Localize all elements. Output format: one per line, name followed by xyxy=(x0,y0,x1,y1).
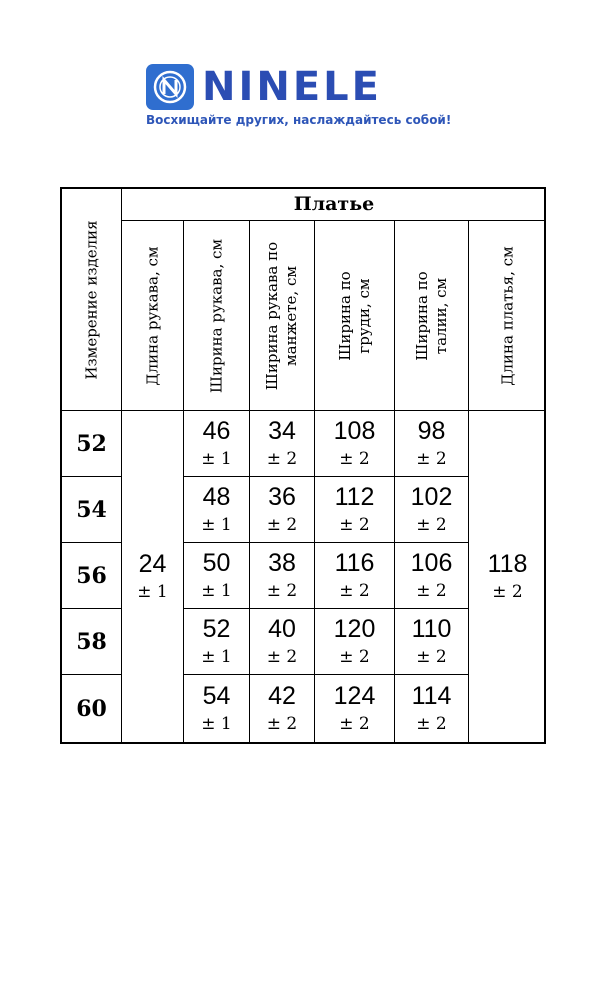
size-label: 52 xyxy=(62,411,122,477)
column-header-label: Ширина рукава по манжете, см xyxy=(263,241,300,390)
column-header xyxy=(122,221,184,411)
chest-width-cell xyxy=(315,411,395,477)
column-header xyxy=(395,221,469,411)
waist-width-cell xyxy=(395,609,469,675)
waist-width-cell xyxy=(395,543,469,609)
cell-tolerance: ± 2 xyxy=(266,514,298,535)
waist-width-cell xyxy=(395,411,469,477)
cell-value: 102 xyxy=(410,482,453,511)
column-header xyxy=(184,221,250,411)
cuff-width-cell xyxy=(250,411,315,477)
cell-tolerance: ± 1 xyxy=(201,713,232,734)
cell-value: 110 xyxy=(411,614,452,643)
chest-width-cell xyxy=(315,477,395,543)
chest-width-cell xyxy=(315,675,395,742)
measure-header: Измерение изделия xyxy=(82,219,100,380)
cell-tolerance: ± 2 xyxy=(266,713,298,734)
cell-tolerance: ± 2 xyxy=(339,713,370,734)
cell-tolerance: ± 2 xyxy=(266,580,298,601)
waist-width-cell xyxy=(395,675,469,742)
sleeve-length-cell xyxy=(122,411,184,742)
cell-value: 52 xyxy=(202,614,231,643)
cell-value: 120 xyxy=(333,614,376,643)
cell-tolerance: ± 1 xyxy=(201,448,232,469)
cell-tolerance: ± 2 xyxy=(416,713,447,734)
cuff-width-cell xyxy=(250,609,315,675)
table-title: Платье xyxy=(122,189,546,221)
cell-tolerance: ± 1 xyxy=(201,514,232,535)
cell-value: 124 xyxy=(333,681,376,710)
cell-tolerance: ± 2 xyxy=(339,448,370,469)
dress-length-tolerance: ± 2 xyxy=(492,581,523,602)
cell-tolerance: ± 2 xyxy=(416,448,447,469)
cell-tolerance: ± 2 xyxy=(416,514,447,535)
size-table xyxy=(60,187,546,744)
size-label: 60 xyxy=(62,675,122,742)
cell-tolerance: ± 2 xyxy=(339,580,370,601)
waist-width-cell xyxy=(395,477,469,543)
column-header xyxy=(315,221,395,411)
cell-value: 42 xyxy=(268,681,296,710)
sleeve-length-value: 24 xyxy=(138,549,167,578)
cuff-width-cell xyxy=(250,543,315,609)
brand-name: NINELE xyxy=(202,64,382,110)
cell-value: 46 xyxy=(202,416,231,445)
sleeve-width-cell xyxy=(184,543,250,609)
sleeve-width-cell xyxy=(184,675,250,742)
cell-value: 106 xyxy=(410,548,453,577)
cell-tolerance: ± 1 xyxy=(201,580,232,601)
column-header-label: Длина рукава, см xyxy=(143,245,161,386)
size-label: 54 xyxy=(62,477,122,543)
cell-value: 50 xyxy=(202,548,231,577)
sleeve-width-cell xyxy=(184,477,250,543)
column-header-label: Ширина по груди, см xyxy=(335,270,373,361)
size-label: 58 xyxy=(62,609,122,675)
column-header-label: Длина платья, см xyxy=(498,245,516,386)
cuff-width-cell xyxy=(250,477,315,543)
cell-value: 98 xyxy=(417,416,446,445)
cell-value: 116 xyxy=(334,548,375,577)
cell-tolerance: ± 2 xyxy=(416,646,447,667)
cell-value: 112 xyxy=(334,482,375,511)
column-header xyxy=(469,221,546,411)
cell-tolerance: ± 1 xyxy=(201,646,232,667)
cell-value: 40 xyxy=(268,614,296,643)
size-label: 56 xyxy=(62,543,122,609)
cell-value: 48 xyxy=(202,482,231,511)
cell-tolerance: ± 2 xyxy=(416,580,447,601)
brand-tagline: Восхищайте других, наслаждайтесь собой! xyxy=(146,113,452,127)
cell-tolerance: ± 2 xyxy=(339,646,370,667)
chest-width-cell xyxy=(315,609,395,675)
column-header-label: Ширина рукава, см xyxy=(207,238,225,393)
cell-value: 34 xyxy=(268,416,296,445)
sleeve-width-cell xyxy=(184,411,250,477)
sleeve-length-tolerance: ± 1 xyxy=(137,581,168,602)
cuff-width-cell xyxy=(250,675,315,742)
logo-mark-icon xyxy=(146,64,194,110)
dress-length-cell xyxy=(469,411,546,742)
chest-width-cell xyxy=(315,543,395,609)
column-header-label: Ширина по талии, см xyxy=(412,270,450,361)
cell-value: 108 xyxy=(333,416,376,445)
sleeve-width-cell xyxy=(184,609,250,675)
cell-value: 36 xyxy=(268,482,296,511)
column-header xyxy=(250,221,315,411)
cell-value: 38 xyxy=(268,548,296,577)
brand-logo xyxy=(146,64,382,110)
cell-value: 54 xyxy=(202,681,231,710)
cell-tolerance: ± 2 xyxy=(339,514,370,535)
cell-tolerance: ± 2 xyxy=(266,646,298,667)
cell-value: 114 xyxy=(411,681,452,710)
measure-header-cell xyxy=(62,189,122,411)
dress-length-value: 118 xyxy=(487,549,528,578)
cell-tolerance: ± 2 xyxy=(266,448,298,469)
